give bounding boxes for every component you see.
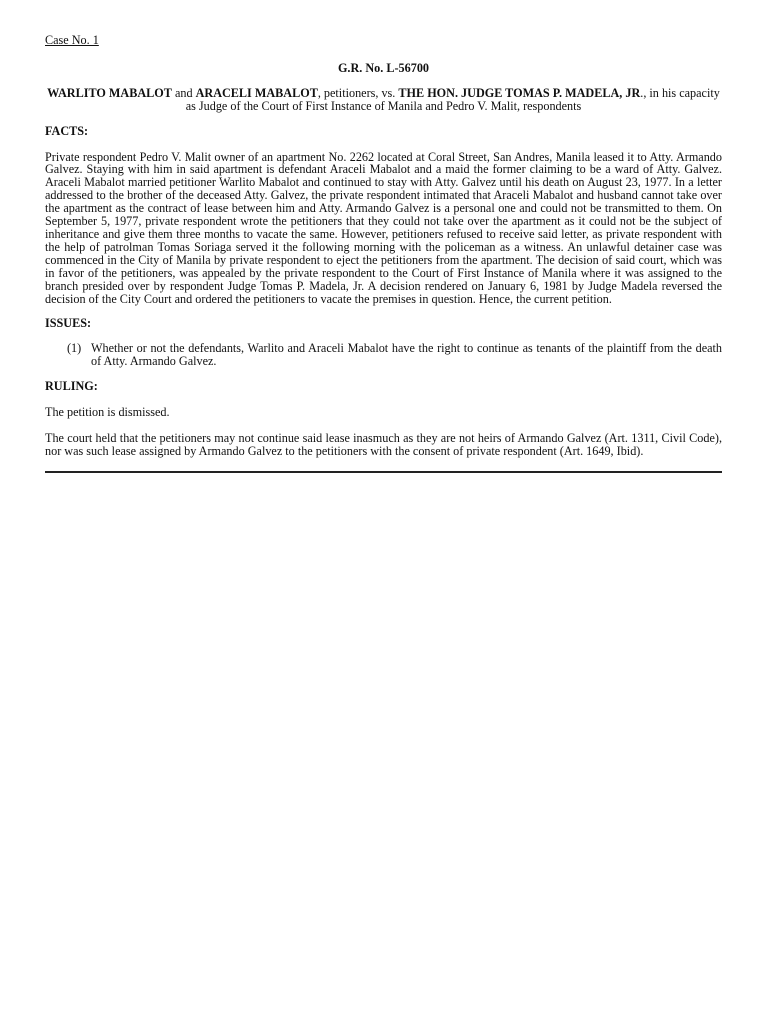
facts-heading: FACTS: bbox=[45, 123, 89, 138]
end-divider bbox=[45, 471, 722, 473]
case-title bbox=[45, 87, 722, 113]
ruling-paragraph: The court held that the petitioners may not continue said lease inasmuch as they are not heirs of Armando Galvez (Art. 1311, Civil Code), nor was such lease assigned by Armando Galvez to the petitioners with the consent of private respondent (Art. 1649, Ibid). bbox=[45, 430, 722, 458]
ruling-paragraph: The petition is dismissed. bbox=[45, 405, 170, 420]
parties-conjunction: and bbox=[171, 85, 196, 100]
document-page bbox=[45, 34, 722, 473]
issues-heading: ISSUES: bbox=[45, 316, 92, 331]
issue-item bbox=[45, 342, 722, 368]
respondent-suffix: ., in his capacity as Judge of the Court of First Instance of Manila and Pedro V. Malit, respondents bbox=[185, 85, 720, 113]
issue-number: (1) bbox=[67, 341, 82, 356]
facts-text: Private respondent Pedro V. Malit owner of an apartment No. 2262 located at Coral Street, San Andres, Manila leased it to Atty. Armando Galvez. Staying with him in said apartment is defendant Araceli Mabalot and a maid the former claiming to be a ward of Atty. Galvez. Araceli Mabalot married petitioner Warlito Mabalot and continued to stay with Atty. Galvez until his death on August 23, 1977. In a letter addressed to the brother of the deceased Atty. Galvez, the private respondent intimated that Araceli Mabalot and husband cannot take over the apartment as the contract of lease between him and Atty. Armando Galvez is a personal one and could not be transmitted to them. On September 5, 1977, private respondent wrote the petitioners that they could not take over the apartment as it could not be the subject of inheritance and give them three months to vacate the same. However, petitioners refused to receive said letter, as private respondent with the help of patrolman Tomas Soriaga served it the following morning with the policeman as a witness. An unlawful detainer case was commenced in the City of Manila by private respondent to eject the petitioners from the apartment. The decision of said court, which was in favor of the petitioners, was appealed by the private respondent to the Court of First Instance of Manila where it was assigned to the branch presided over by respondent Judge Tomas P. Madela, Jr. A decision rendered on January 6, 1981 by Judge Madela reversed the decision of the City Court and ordered the petitioners to vacate the premises in question. Hence, the current petition. bbox=[45, 149, 722, 306]
issue-text: Whether or not the defendants, Warlito and Araceli Mabalot have the right to continue as tenants of the plaintiff from the death of Atty. Armando Galvez. bbox=[91, 341, 722, 369]
issues-list bbox=[45, 342, 722, 368]
ruling-heading: RULING: bbox=[45, 379, 98, 394]
respondent-name: THE HON. JUDGE TOMAS P. MADELA, JR bbox=[398, 85, 641, 100]
petitioners-suffix: , petitioners, vs. bbox=[317, 85, 399, 100]
gr-number: G.R. No. L-56700 bbox=[337, 60, 430, 75]
petitioner-1: WARLITO MABALOT bbox=[47, 85, 172, 100]
petitioner-2: ARACELI MABALOT bbox=[195, 85, 318, 100]
case-number: Case No. 1 bbox=[45, 33, 99, 47]
